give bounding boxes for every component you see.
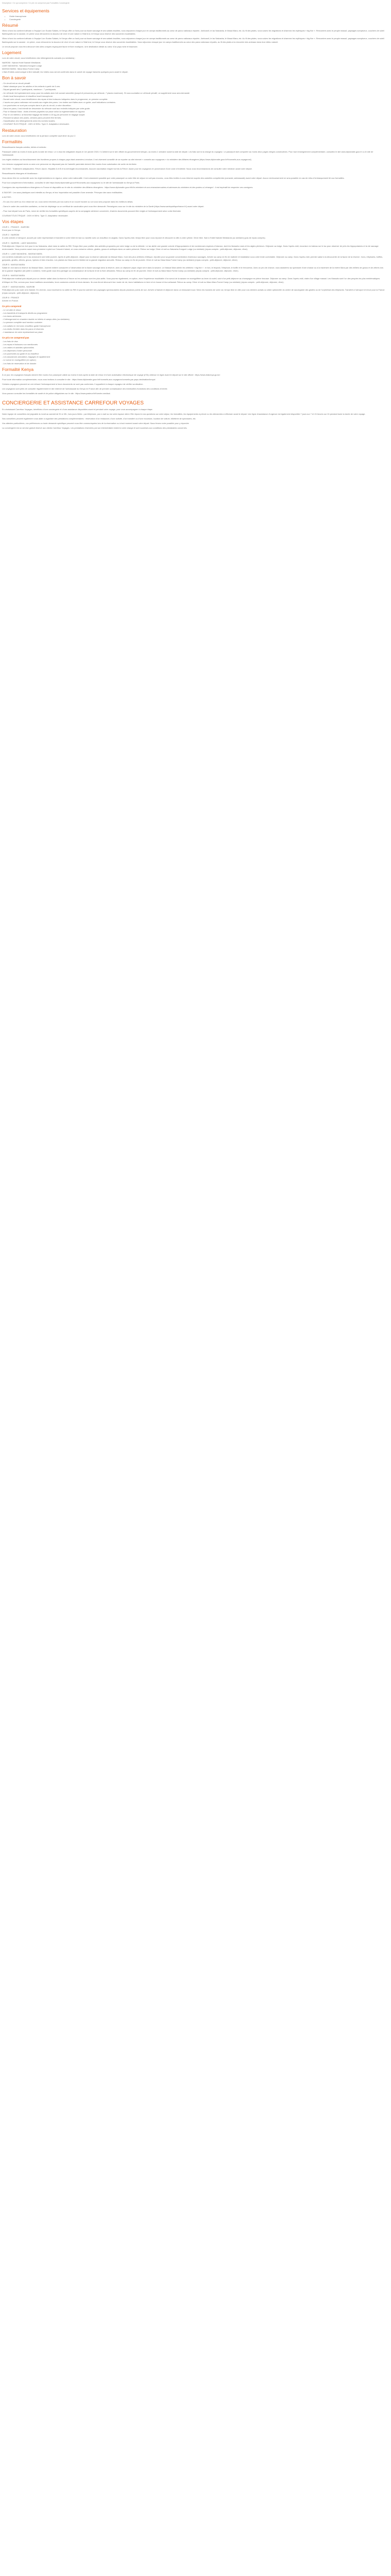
conciergerie-section bbox=[2, 400, 385, 430]
ne-comprend-pas-item: - Les visites et activités optionnelles bbox=[2, 346, 34, 349]
formalites-heading: Formalités bbox=[2, 139, 23, 144]
ne-comprend-pas-item: - Les assurances annulation, bagages et rapatriement bbox=[2, 355, 51, 359]
formalite-kenya-section bbox=[2, 367, 385, 395]
conciergerie-paragraph: Notre équipe de conseillers est joignable du lundi au samedi de 9h à 19h, hors jours fériés : par téléphone, par e-mail ou via votre espace client. Elle répond à vos questions sur votre séjour, les formalités, les équipements à prévoir ou les démarches à effectuer avant le départ. Une ligne d’assistance d’urgence est également disponible 7 jours sur 7 et 24 heures sur 24 pendant toute la durée de votre voyage. bbox=[2, 413, 366, 416]
bon-item: - Ce circuit est un circuit privatif. bbox=[2, 82, 31, 85]
services-section bbox=[2, 9, 385, 21]
services-heading: Services et équipements bbox=[2, 8, 50, 14]
ne-comprend-pas-item: - Les frais de visa bbox=[2, 340, 18, 343]
bon-item: - L’accès aux parcs nationaux est soumis aux règles des parcs. Les visites sont faites avec un guide, sauf indications contraires. bbox=[2, 100, 116, 104]
formalites-paragraph: VACCINS : Traitement antipaludéen. Fièvre Jaune, Hépatite A et B et la méningite recommandés. Aucune vaccination exigée hormis la Fièvre Jaune pour les voyageurs en provenance d’une zone d’endémie. Nous vous recommandons de consulter votre médecin avant votre départ. bbox=[2, 167, 253, 171]
conciergerie-paragraph: Nos conseillers peuvent également vous aider à organiser des prestations complémentaires : réservation d’un restaurant, d’une activité, d’un transfert ou d’une excursion, location de voiture, billetterie de spectacles, etc. bbox=[2, 417, 197, 420]
itinerary-day-text: Petit-déjeuner. Départ en 4x4 pour le lac Naivasha, situé dans la vallée du Rift. Temps libre pour profiter des activités proposées par votre lodge ou de la détente. Le lac abrite une grande colonie d’hippopotames et de nombreuses espèces d’oiseaux, dont les flamants roses et les aigles pêcheurs. Déjeuner au lodge. Dans l’après-midi, excursion en bateau sur le lac pour observer de près les hippopotames et la vie sauvage environnante. Vous pourrez aussi vous promener à pied sur Crescent Island, où vous croiserez zèbres, girafes, gnous et antilopes dans un cadre préservé. Retour au lodge. Dîner et nuit au Naivasha Kongoni Lodge (ou similaire) (repas compris : petit-déjeuner, déjeuner, dîner). bbox=[2, 244, 379, 250]
services-item: • Conciergerie bbox=[9, 18, 385, 21]
logement-note: L’état d’hôtels communiqué à titre indicatif, les hôtels vous seront confirmés dans le carnet de voyage transmis quelques jours avant le départ. bbox=[2, 71, 128, 74]
comprend-list bbox=[2, 309, 385, 334]
conciergerie-heading: CONCIERGERIE ET ASSISTANCE CARREFOUR VOYAGES bbox=[2, 400, 144, 406]
restauration-section bbox=[2, 128, 385, 138]
ne-comprend-pas-item: - Le survol en montgolfière (en option) bbox=[2, 359, 36, 362]
itinerary-day-title: JOUR 3 : NAIROBI - LAKE NAIVASHA bbox=[2, 241, 37, 244]
bon-item: - Départ garanti dès 2 participants, maximum : 7 participants. bbox=[2, 88, 57, 91]
resume-paragraph: Vibez à fond du continent africain à l’équipe Lion Sudan Safaris, le Kenya offre un fond pour sa faune sauvage et ses safaris insolites, vous séjournez chaque jour en camps traditionnels au cœur de parcs nationaux réputés : Amboseli, le lac Naivasha, le Masai Mara, etc. Au fil des pistes, vous suivez les migrations et observez les mythiques « big five ». Rencontres avec le peuple massaï, paysages somptueux, couchers de soleil flamboyants sur la savane, en prime vous retrouverez la douceur de vivre et une nature à l’état brut, le Kenya vous réserve des souvenirs inoubliables. bbox=[2, 29, 384, 36]
comprend-item: - L’assistance de notre représentant sur place bbox=[2, 330, 43, 333]
services-item: • Guide francophone bbox=[9, 15, 385, 18]
conciergerie-paragraph: Vos attentes particulières, vos préférences ou toute demande spécifique peuvent nous être communiquées lors de la réservation ou à tout moment avant votre départ. Nous ferons notre possible pour y répondre. bbox=[2, 422, 190, 425]
formalites-paragraph: - Dans le cadre des contrôles sanitaires, un test de dépistage ou un certificat de vaccination peut vous être demandé. Renseignez-vous sur le site du ministère de la Santé (https://www.santepubliquefrance.fr/) avant votre départ. bbox=[2, 205, 204, 208]
ne-comprend-pas-item: - Les pourboires au guide et au chauffeur bbox=[2, 352, 39, 355]
comprend-item: - La pension complète sauf mention contraire bbox=[2, 321, 42, 324]
services-list bbox=[2, 15, 385, 21]
ne-comprend-pas-item: - Les repas et boissons non mentionnés bbox=[2, 343, 38, 346]
formalite-kenya-paragraph: À ce jour, les voyageurs français doivent être munis d’un passeport valide au moins 6 mois après la date de retour et d’une autorisation électronique de voyage (eTA) obtenue en ligne avant le départ sur le site officiel : https://www.etakenya.go.ke/. bbox=[2, 373, 221, 376]
bon-item: - Les pourboires ne sont pas compris dans le prix du circuit, à votre discrétion. bbox=[2, 104, 72, 107]
comprend-item: - Les droits d’entrée dans les parcs et réserves bbox=[2, 327, 44, 330]
bon-item: - Classification des hébergements selon les normes locales. bbox=[2, 120, 56, 123]
ne-comprend-pas-list bbox=[2, 340, 385, 365]
ne-comprend-pas-item: - Les dépenses d’ordre personnel bbox=[2, 349, 32, 352]
ne-comprend-pas-item: - Les frais de réservation et de dossier bbox=[2, 362, 37, 365]
itinerary-day-title: JOUR 5 : MASSAÏ MARA bbox=[2, 263, 25, 266]
itinerary-day bbox=[2, 285, 385, 295]
bon-item: - Dans les parcs, il est interdit de descendre du véhicule sauf aux endroits indiqués par votre guide. bbox=[2, 107, 90, 110]
breadcrumb-home-link[interactable]: Description bbox=[2, 2, 11, 4]
logement-item: NAIROBI : Nairobi Hotel Nairobi Westlands bbox=[2, 61, 41, 64]
logement-list bbox=[2, 61, 385, 71]
comprend-item: - L’hébergement en chambre double en hôtels et camps cités (ou similaires) bbox=[2, 318, 70, 321]
formalites-paragraph: Vous devez être en conformité avec les réglementations en vigueur, selon votre nationalité. Il est notamment possible que votre passeport ou votre titre de séjour ne soit pas reconnu, vous êtes invités à vous informer auprès des autorités compétentes (consulat, ambassade) avant votre départ. Aucun remboursement ne sera possible en cas de refus d’embarquement lié aux formalités. bbox=[2, 177, 345, 180]
itinerary-day-title: JOUR 4 : LAKE NAIVASHA - MASSAÏ MARA bbox=[2, 252, 42, 255]
bon-item: - Safari classique pour les adultes et les enfants à partir de 6 ans. bbox=[2, 85, 60, 88]
itinerary-section bbox=[2, 219, 385, 302]
logement-section bbox=[2, 50, 385, 74]
itinerary-day-text: Arrivée en France. bbox=[2, 299, 19, 302]
resume-heading: Résumé bbox=[2, 23, 19, 28]
itinerary-day bbox=[2, 252, 385, 262]
logement-intro: Lors de votre circuit, vous bénéficierez des hébergements suivants (ou similaires) : bbox=[2, 56, 76, 59]
formalite-kenya-paragraph: Les voyageurs sont priés de consulter régulièrement le site internet de l’ambassade du Kenya en France afin de prendre connaissance des éventuelles évolutions des conditions d’entrée. bbox=[2, 387, 168, 390]
itinerary-day-title: JOUR 2 : NAIROBI bbox=[2, 233, 20, 236]
itinerary-day-text: Petit-déjeuner matinal puis départ pour un dernier safari dans la réserve à l’heure où les animaux sont les plus actifs. Vous pourrez également, en option, vivre l’expérience inoubliable d’un survol de la savane en montgolfière au lever du soleil, suivi d’un petit-déjeuner au champagne en pleine brousse. Déjeuner au camp. Dans l’après-midi, visite d’un village massaï. Les Massaïs sont l’un des peuples les plus emblématiques d’Afrique de l’Est, connus pour leurs traditions ancestrales, leurs costumes colorés et leurs danses. Ils vous feront découvrir leur mode de vie, leurs habitations en terre et en bouse et leur artisanat. Retour au camp. Dîner et nuit au Mara Mara Forest Camp (ou similaire) (repas compris : petit-déjeuner, déjeuner, dîner). bbox=[2, 277, 380, 283]
bon-heading: Bon à savoir bbox=[2, 75, 26, 81]
itinerary-day-title: JOUR 6 : MASSAÏ MARA bbox=[2, 274, 25, 277]
bon-list bbox=[2, 82, 385, 126]
formalite-kenya-heading: Formalité Kenya bbox=[2, 366, 34, 372]
comprend-heading: Ce prix comprend bbox=[2, 305, 22, 308]
logement-item: LAKE NAIVASHA : Naivasha Kongoni Lodge bbox=[2, 64, 42, 67]
formalites-paragraph: Les règles relatives au franchissement des frontières propres à chaque pays étant amenées à évoluer, il est vivement conseillé de se reporter au site internet « conseils aux voyageurs » du ministère des Affaires étrangères (https://www.diplomatie.gouv.fr/fr/conseils-aux-voyageurs/). bbox=[2, 158, 252, 161]
breadcrumb-current: Ce qui comprend / Ce prix ne comprend pas Formalités Conciergerie bbox=[12, 2, 70, 4]
formalites-paragraph: A NOTER : bbox=[2, 195, 12, 198]
restauration-text: Lors de votre circuit, vous bénéficierez de la pension complète sauf dîner du jour 2. bbox=[2, 134, 76, 137]
formalite-kenya-paragraph: Pour toute information complémentaire, nous vous invitons à consulter le site : https://www.diplomatie.gouv.fr/fr/conseils-aux-voyageurs/conseils-par-pays-destination/kenya/. bbox=[2, 378, 156, 381]
logement-heading: Logement bbox=[2, 49, 22, 55]
logement-item: MASSAÏ MARA : Mara Mara Forest Camp bbox=[2, 67, 40, 71]
ne-comprend-pas-section bbox=[2, 336, 385, 365]
itinerary-intro bbox=[2, 226, 385, 232]
conciergerie-paragraph: La conciergerie est un service gratuit réservé aux clients Carrefour Voyages. Les prestations réservées par son intermédiaire restent à votre charge et sont soumises aux conditions des prestataires concernés. bbox=[2, 427, 187, 430]
itinerary-day bbox=[2, 296, 385, 302]
resume-paragraph: Vibez à fond du continent africain à l’équipe Lion Sudan Safaris, le Kenya offre un fond pour sa faune sauvage et ses safaris insolites, vous séjournez chaque jour en camps traditionnels au cœur de parcs nationaux réputés : Amboseli, le lac Naivasha, le Masai Mara, etc. Au fil des pistes, vous suivez les migrations et observez les mythiques « big five ». Rencontres avec le peuple massaï, paysages somptueux, couchers de soleil flamboyants sur la savane : en prime, vous retrouverez la douceur de vivre et une nature à l’état brut, le Kenya vous réserve des souvenirs inoubliables. Vous séjournez chaque jour en camps traditionnels au cœur des parcs nationaux réputés, au fil des pistes à la rencontre des animaux dans leur milieu naturel. bbox=[2, 37, 384, 43]
comprend-item: - Les taxes aériennes bbox=[2, 315, 22, 318]
formalites-paragraph: Les mineurs voyageant seuls ou avec une personne ne disposant pas de l’autorité parentale doivent être munis d’une autorisation de sortie du territoire. bbox=[2, 163, 137, 165]
comprend-item: - Les safaris en 4x4 avec chauffeur-guide francophone bbox=[2, 324, 51, 327]
itinerary-line: JOUR 1 : FRANCE - NAIROBI bbox=[2, 226, 29, 229]
page bbox=[0, 0, 387, 430]
bon-section bbox=[2, 76, 385, 126]
bon-item: - Pendant la saison des pluies, certains parcs peuvent être fermés. bbox=[2, 116, 62, 120]
bon-item: - Pour le vol intérieur, la franchise bagage est limitée à 15 kg par personne en bagage souple. bbox=[2, 113, 86, 116]
itinerary-day-title: JOUR 8 : FRANCE bbox=[2, 296, 20, 299]
bon-item: - Guide local francophone et chauffeur local francophone. bbox=[2, 94, 53, 97]
ne-comprend-pas-heading: Ce prix ne comprend pas bbox=[2, 336, 29, 339]
itinerary-day-text: À votre arrivée à l’aéroport, accueil par votre représentant et transfert à votre hôtel en taxi ou navette avec un chauffeur en anglais. Dans l’après-midi, temps libre pour vous reposer et découvrir la ville à votre rythme. Dîner libre. Nuit à l’hôtel Nairobi Westlands (ou similaire) (pas de repas compris). bbox=[2, 236, 266, 240]
bon-item: - Un véhicule 4x4 spécialement conçu pour les safaris avec toit ouvrant amovible (jusqu’à 6 personnes par véhicule, 7 places maximum). Si vous souhaitez un véhicule privatif, un supplément vous sera demandé. bbox=[2, 91, 190, 94]
comprend-item: - Le vol aller et retour bbox=[2, 309, 21, 312]
resume-paragraph: Le circuit propose vous fera découvrir des sites uniques regroupant faune et flore exotiques. Une destination idéale au cœur d’un pays riche et fascinant. bbox=[2, 45, 138, 48]
bon-item: - Pour le Massaï Mara : droits d’entrée payables sur place selon la réglementation en vigueur. bbox=[2, 110, 86, 113]
itinerary-day bbox=[2, 233, 385, 240]
comprend-item: - Les transferts et transports décrits au programme bbox=[2, 312, 47, 315]
formalites-paragraph: A SAVOIR : Les sacs plastiques sont interdits au Kenya, et leur importation est passible d’une amende. Prévoyez des sacs réutilisables. bbox=[2, 191, 123, 194]
formalites-paragraph: Pour tout complément d’information, consultez le site https://www.diplomatie.gouv.fr/fr/conseils-aux-voyageurs/ ou le site de l’ambassade du Kenya à Paris. bbox=[2, 181, 140, 184]
resume-section bbox=[2, 23, 385, 48]
itinerary-day bbox=[2, 274, 385, 283]
itinerary-line: Envol pour le Kenya. bbox=[2, 229, 21, 232]
formalite-kenya-paragraph: Certains voyageurs peuvent se voir refuser l’embarquement si leurs documents ne sont pas conformes. Il appartient à chaque voyageur de vérifier sa situation. bbox=[2, 382, 143, 385]
itinerary-day-text: Safari en 4x4 dans la réserve du Massaï Mara. Journée entière consacrée à l’observation de la faune sauvage dans la réserve, avec un déjeuner pique-nique servi dans la savane. Le Massaï Mara abrite les célèbres « big five » : le lion, le léopard, l’éléphant, le buffle et le rhinocéros. Avec un peu de chance, vous assisterez au spectacle d’une chasse ou à la traversée de la rivière Mara par des milliers de gnous et de zèbres lors de la grande migration (de juillet à octobre). Votre guide vous fera partager sa connaissance de la faune et de la flore africaines. Retour au camp en fin de journée. Dîner et nuit au Mara Mara Forest Camp (ou similaire) (repas compris : petit-déjeuner, déjeuner, dîner). bbox=[2, 266, 384, 273]
itinerary-day-text: Petit-déjeuner puis route vers Nairobi. En chemin, vous traverserez la vallée du Rift et pourrez admirer ses paysages spectaculaires depuis plusieurs points de vue. Arrivée à Nairobi et déjeuner dans un restaurant local. Selon les horaires de votre vol, temps libre en ville pour vos derniers achats ou visite optionnelle du centre de sauvegarde des girafes ou de l’orphelinat des éléphants. Transfert à l’aéroport et envol pour la France (repas compris : petit-déjeuner, déjeuner). bbox=[2, 288, 385, 294]
itinerary-day-title: JOUR 7 : MASSAÏ MARA - NAIROBI bbox=[2, 285, 35, 288]
formalite-kenya-paragraph: Vous pouvez consulter les formalités de santé et de police obligatoires sur le site : https://www.pasteur.fr/fr/centre-medical. bbox=[2, 392, 111, 395]
formalites-section bbox=[2, 140, 385, 218]
comprend-section bbox=[2, 305, 385, 334]
formalites-paragraph: - Pour tout départ hors de Paris, merci de vérifier les formalités spécifiques auprès de la compagnie aérienne concernée, d’autres documents pouvant être exigés à l’embarquement selon votre itinéraire. bbox=[2, 209, 182, 212]
bon-item: - COURANT ÉLECTRIQUE : 240V et 50Hz. Type G. Adaptateur nécessaire. bbox=[2, 123, 70, 126]
formalites-paragraph: Passeport valide au moins 6 mois après la date de retour. Le e-visa est obligatoire depuis le 1er janvier 2024. Il s’obtient sur le site officiel du gouvernement kényan, au moins 1 semaine avant la date de départ. Les frais sont à la charge du voyageur. Le passeport doit comporter au moins deux pages vierges consécutives. Pour tout renseignement complémentaire, consultez le site www.diplomatie.gouv.fr ou le site de l’ambassade. bbox=[2, 150, 373, 156]
itinerary-day bbox=[2, 263, 385, 273]
breadcrumb bbox=[2, 2, 385, 5]
itinerary-day-text: Les lumières matinales sur le lac annoncent une belle journée. Après le petit-déjeuner, départ pour la réserve nationale du Massaï Mara, l’une des plus célèbres d’Afrique, réputée pour sa grande concentration d’animaux sauvages. Arrivée au camp en fin de matinée et installation sous votre tente confortable. Déjeuner au camp. Dans l’après-midi, premier safari à la découverte de la faune de la réserve : lions, éléphants, buffles, guépards, girafes, zèbres, gnous, hyènes et bien d’autres. Les plaines du Mara sont le théâtre de la grande migration annuelle. Retour au camp en fin de journée. Dîner et nuit au Mara Mara Forest Camp (ou similaire) (repas compris : petit-déjeuner, déjeuner, dîner). bbox=[2, 255, 383, 261]
formalites-paragraph: COURANT ÉLECTRIQUE : 240V et 50Hz. Type G. Adaptateur nécessaire. bbox=[2, 214, 69, 217]
formalites-paragraph: - En cas d’un arrêt ou d’un retard de vol, vous serez informés par nos soins et un nouvel horaire ou vol vous sera proposé dans les meilleurs délais. bbox=[2, 200, 134, 203]
bon-item: - Durant votre circuit, vous bénéficierez des repas et des boissons indiquées dans le programme, en pension complète. bbox=[2, 97, 108, 100]
formalites-paragraph: Ressortissants français adultes, bébés et enfants : bbox=[2, 145, 47, 148]
conciergerie-paragraph: En choisissant Carrefour Voyages, bénéficiez d’une conciergerie et d’une assistance disponibles avant et pendant votre voyage, pour vous accompagner à chaque étape. bbox=[2, 408, 153, 411]
restauration-heading: Restauration bbox=[2, 127, 27, 133]
formalites-paragraph: Ressortissants étrangers et binationaux : bbox=[2, 172, 39, 175]
itinerary-day bbox=[2, 242, 385, 251]
itinerary-heading: Vos étapes bbox=[2, 219, 24, 225]
breadcrumb-separator: / bbox=[11, 2, 13, 4]
formalites-paragraph: Consignes des représentations étrangères en France et dispositifs sur le site du ministère des Affaires étrangères : https://www.diplomatie.gouv.fr/fr/le-ministere-et-son-reseau/annuaires-et-adresses-du-ministere-et-des-postes-a-l-etranger/ : il est impératif de respecter ces consignes. bbox=[2, 186, 253, 189]
